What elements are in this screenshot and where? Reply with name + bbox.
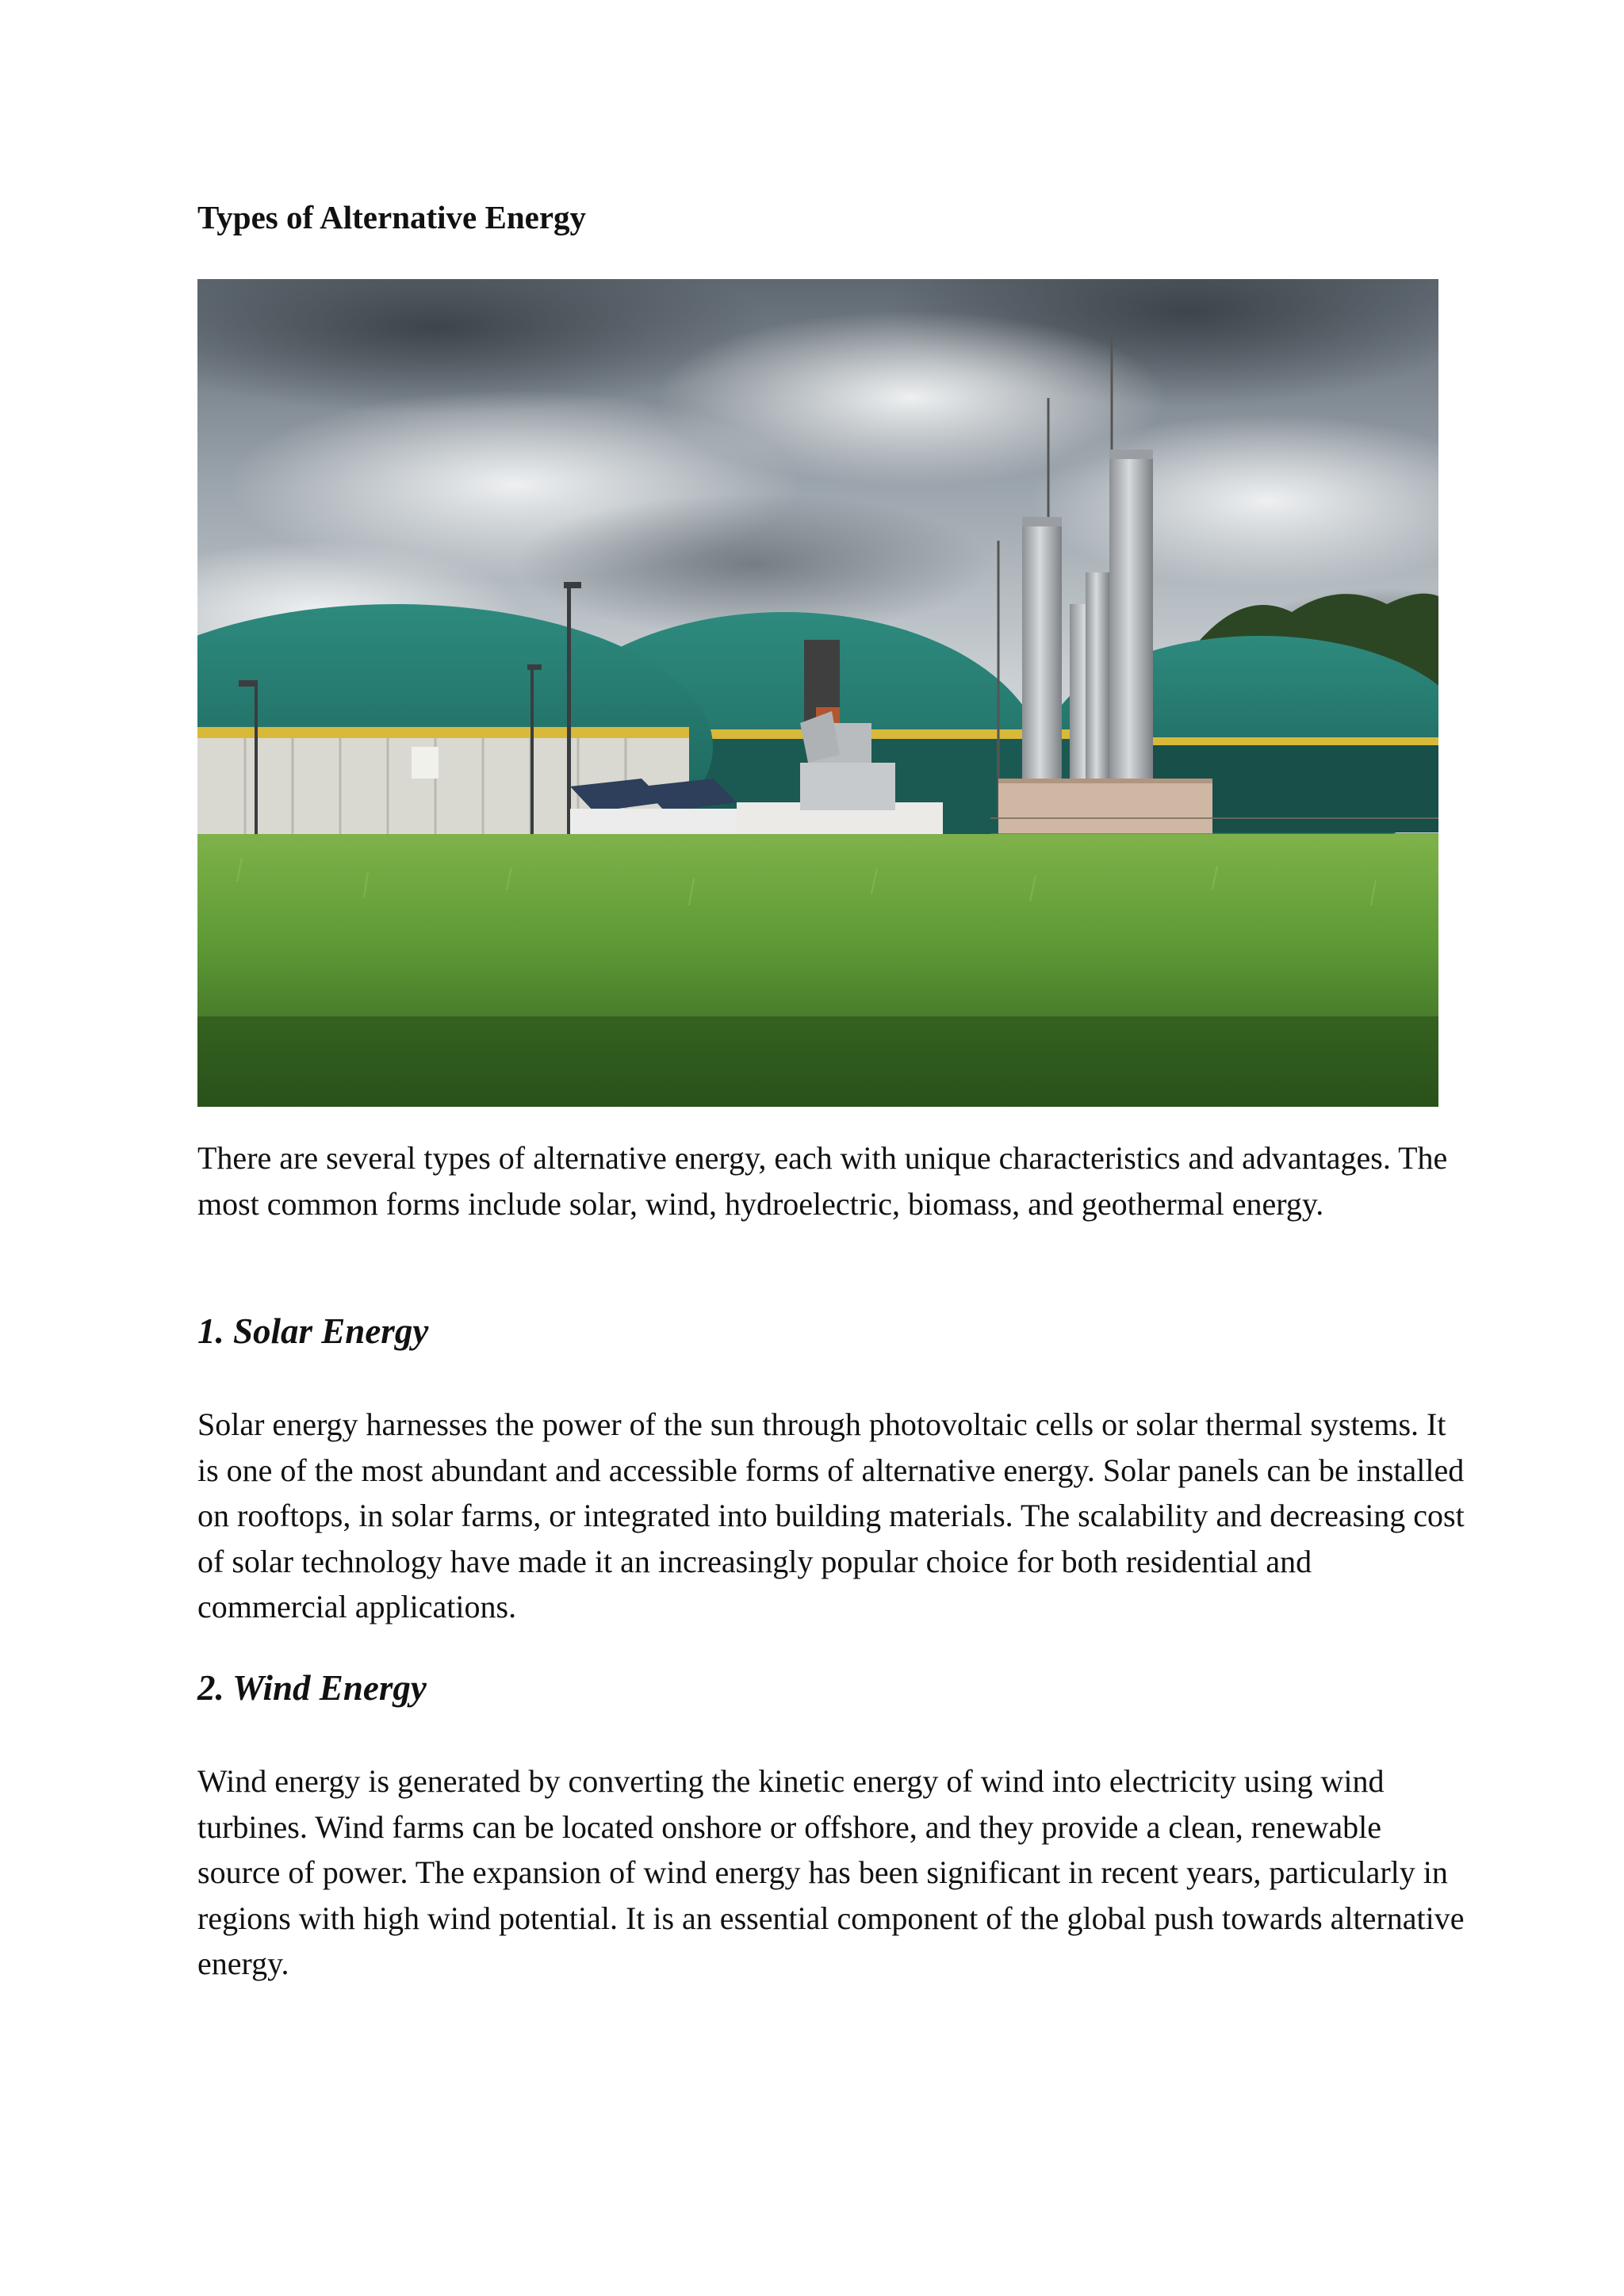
section-heading-wind: 2. Wind Energy	[197, 1668, 427, 1708]
biogas-plant-photo	[197, 279, 1438, 1107]
document-title: Types of Alternative Energy	[197, 199, 587, 235]
section-heading-solar: 1. Solar Energy	[197, 1311, 429, 1351]
section-body-wind: Wind energy is generated by converting the kinetic energy of wind into electricity using wind turbines. Wind farms can be located onshore or offshore, and they provide a clean, renewable source of power. The expansion of wind energy has been significant in recent years, particularly in regions with high wind potential. It is an essential component of the global push towards alternative energy.	[197, 1763, 1465, 1982]
section-body-solar: Solar energy harnesses the power of the sun through photovoltaic cells or solar thermal systems. It is one of the most abundant and accessible forms of alternative energy. Solar panels can be installed on rooftops, in solar farms, or integrated into building materials. The scalability and decreasing cost of solar technology have made it an increasingly popular choice for both residential and commercial applications.	[197, 1406, 1465, 1625]
intro-paragraph: There are several types of alternative energy, each with unique characteristics and advantages. The most common forms include solar, wind, hydroelectric, biomass, and geothermal energy.	[197, 1140, 1448, 1222]
